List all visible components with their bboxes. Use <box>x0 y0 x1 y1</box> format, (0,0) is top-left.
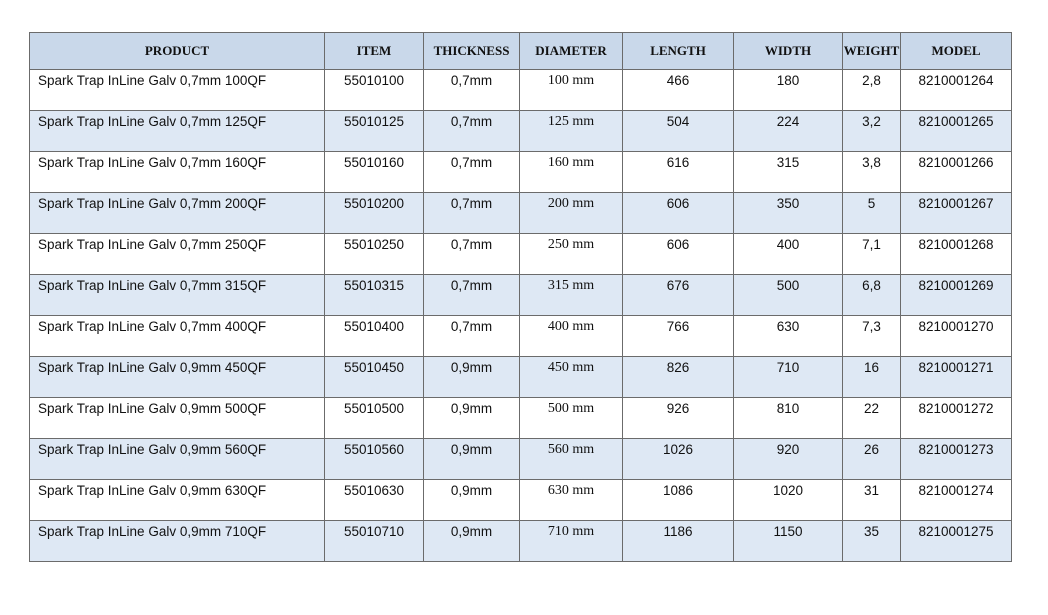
item-cell-text: 55010250 <box>344 237 405 252</box>
width-cell <box>734 439 843 480</box>
thickness-cell-text: 0,9mm <box>450 401 493 416</box>
product-cell <box>30 152 325 193</box>
table-row <box>30 275 1012 316</box>
model-cell-text: 8210001271 <box>918 360 994 375</box>
product-cell-text: Spark Trap InLine Galv 0,9mm 450QF <box>38 360 267 375</box>
item-cell <box>325 111 424 152</box>
table-row <box>30 521 1012 562</box>
product-cell <box>30 480 325 521</box>
diameter-cell-text: 630 mm <box>547 483 595 498</box>
table-row <box>30 398 1012 439</box>
diameter-cell <box>520 234 623 275</box>
thickness-cell-text: 0,9mm <box>450 442 493 457</box>
model-cell <box>901 357 1012 398</box>
table-row <box>30 439 1012 480</box>
width-cell-text: 500 <box>776 278 800 293</box>
item-cell <box>325 357 424 398</box>
product-cell <box>30 521 325 562</box>
length-cell-text: 826 <box>666 360 690 375</box>
model-cell-text: 8210001272 <box>918 401 994 416</box>
thickness-cell <box>424 521 520 562</box>
diameter-cell-text: 450 mm <box>547 360 595 375</box>
weight-cell <box>843 111 901 152</box>
table-row <box>30 357 1012 398</box>
thickness-cell <box>424 316 520 357</box>
width-cell <box>734 193 843 234</box>
product-cell <box>30 439 325 480</box>
product-cell-text: Spark Trap InLine Galv 0,7mm 160QF <box>38 155 267 170</box>
model-cell-text: 8210001264 <box>918 73 994 88</box>
diameter-cell-text: 710 mm <box>547 524 595 539</box>
diameter-cell <box>520 275 623 316</box>
table-row <box>30 70 1012 111</box>
product-cell-text: Spark Trap InLine Galv 0,7mm 315QF <box>38 278 267 293</box>
model-cell-text: 8210001274 <box>918 483 994 498</box>
thickness-cell <box>424 480 520 521</box>
thickness-cell <box>424 234 520 275</box>
thickness-cell <box>424 275 520 316</box>
width-cell <box>734 521 843 562</box>
thickness-cell-text: 0,7mm <box>450 73 493 88</box>
model-cell-text: 8210001275 <box>918 524 994 539</box>
diameter-cell-text: 400 mm <box>547 319 595 334</box>
weight-cell-text: 35 <box>863 524 880 539</box>
header-thickness: THICKNESS <box>424 33 520 70</box>
thickness-cell-text: 0,7mm <box>450 237 493 252</box>
item-cell <box>325 398 424 439</box>
length-cell-text: 616 <box>666 155 690 170</box>
length-cell <box>623 70 734 111</box>
weight-cell <box>843 439 901 480</box>
item-cell <box>325 152 424 193</box>
width-cell-text: 1020 <box>772 483 804 498</box>
item-cell-text: 55010500 <box>344 401 405 416</box>
model-cell <box>901 439 1012 480</box>
weight-cell <box>843 193 901 234</box>
diameter-cell <box>520 521 623 562</box>
diameter-cell-text: 500 mm <box>547 401 595 416</box>
length-cell <box>623 480 734 521</box>
thickness-cell <box>424 152 520 193</box>
product-cell <box>30 193 325 234</box>
weight-cell-text: 7,1 <box>862 237 881 252</box>
length-cell-text: 606 <box>666 237 690 252</box>
product-cell <box>30 111 325 152</box>
width-cell-text: 920 <box>776 442 800 457</box>
weight-cell-text: 2,8 <box>862 73 881 88</box>
model-cell-text: 8210001268 <box>918 237 994 252</box>
item-cell-text: 55010400 <box>344 319 405 334</box>
diameter-cell <box>520 357 623 398</box>
product-cell <box>30 275 325 316</box>
length-cell <box>623 357 734 398</box>
product-cell-text: Spark Trap InLine Galv 0,9mm 560QF <box>38 442 267 457</box>
table-row <box>30 234 1012 275</box>
thickness-cell <box>424 70 520 111</box>
diameter-cell <box>520 111 623 152</box>
model-cell <box>901 521 1012 562</box>
item-cell-text: 55010710 <box>344 524 405 539</box>
weight-cell <box>843 398 901 439</box>
model-cell <box>901 480 1012 521</box>
diameter-cell <box>520 316 623 357</box>
weight-cell <box>843 316 901 357</box>
thickness-cell <box>424 439 520 480</box>
length-cell-text: 504 <box>666 114 690 129</box>
model-cell <box>901 234 1012 275</box>
product-cell-text: Spark Trap InLine Galv 0,7mm 250QF <box>38 237 267 252</box>
length-cell-text: 676 <box>666 278 690 293</box>
thickness-cell-text: 0,9mm <box>450 524 493 539</box>
model-cell-text: 8210001266 <box>918 155 994 170</box>
model-cell-text: 8210001273 <box>918 442 994 457</box>
weight-cell-text: 6,8 <box>862 278 881 293</box>
product-cell-text: Spark Trap InLine Galv 0,9mm 630QF <box>38 483 267 498</box>
diameter-cell-text: 560 mm <box>547 442 595 457</box>
product-cell <box>30 316 325 357</box>
width-cell-text: 630 <box>776 319 800 334</box>
model-cell <box>901 193 1012 234</box>
length-cell <box>623 111 734 152</box>
product-cell <box>30 234 325 275</box>
length-cell-text: 1186 <box>663 524 693 539</box>
diameter-cell-text: 315 mm <box>547 278 595 293</box>
product-cell <box>30 398 325 439</box>
diameter-cell <box>520 152 623 193</box>
weight-cell <box>843 357 901 398</box>
model-cell <box>901 70 1012 111</box>
diameter-cell-text: 100 mm <box>547 73 595 88</box>
weight-cell <box>843 152 901 193</box>
width-cell-text: 1150 <box>773 524 803 539</box>
weight-cell-text: 3,2 <box>862 114 881 129</box>
thickness-cell <box>424 357 520 398</box>
thickness-cell-text: 0,7mm <box>450 319 493 334</box>
diameter-cell <box>520 398 623 439</box>
width-cell-text: 224 <box>776 114 800 129</box>
table-row <box>30 152 1012 193</box>
diameter-cell-text: 160 mm <box>547 155 595 170</box>
weight-cell-text: 26 <box>863 442 880 457</box>
length-cell-text: 1086 <box>662 483 694 498</box>
diameter-cell-text: 125 mm <box>547 114 595 129</box>
width-cell <box>734 70 843 111</box>
header-item: ITEM <box>325 33 424 70</box>
width-cell <box>734 152 843 193</box>
product-cell-text: Spark Trap InLine Galv 0,7mm 100QF <box>38 73 267 88</box>
product-cell-text: Spark Trap InLine Galv 0,7mm 125QF <box>38 114 267 129</box>
thickness-cell-text: 0,7mm <box>450 155 493 170</box>
table-row <box>30 480 1012 521</box>
item-cell <box>325 70 424 111</box>
length-cell <box>623 193 734 234</box>
width-cell-text: 180 <box>776 73 800 88</box>
model-cell <box>901 316 1012 357</box>
product-cell <box>30 70 325 111</box>
diameter-cell <box>520 439 623 480</box>
width-cell <box>734 357 843 398</box>
item-cell <box>325 234 424 275</box>
width-cell <box>734 234 843 275</box>
length-cell-text: 766 <box>666 319 690 334</box>
item-cell-text: 55010560 <box>344 442 405 457</box>
thickness-cell-text: 0,7mm <box>450 114 493 129</box>
thickness-cell-text: 0,9mm <box>450 360 493 375</box>
weight-cell-text: 16 <box>863 360 880 375</box>
model-cell-text: 8210001267 <box>918 196 994 211</box>
thickness-cell <box>424 398 520 439</box>
weight-cell-text: 3,8 <box>862 155 881 170</box>
thickness-cell-text: 0,7mm <box>450 278 493 293</box>
item-cell <box>325 521 424 562</box>
diameter-cell <box>520 480 623 521</box>
thickness-cell <box>424 111 520 152</box>
weight-cell-text: 31 <box>863 483 880 498</box>
header-length: LENGTH <box>623 33 734 70</box>
width-cell-text: 810 <box>776 401 800 416</box>
product-table-container <box>29 32 1011 562</box>
width-cell-text: 400 <box>776 237 800 252</box>
table-row <box>30 193 1012 234</box>
weight-cell-text: 7,3 <box>862 319 881 334</box>
table-body <box>30 70 1012 562</box>
header-row <box>30 33 1012 70</box>
item-cell <box>325 193 424 234</box>
width-cell <box>734 275 843 316</box>
thickness-cell-text: 0,7mm <box>450 196 493 211</box>
length-cell-text: 606 <box>666 196 690 211</box>
product-cell <box>30 357 325 398</box>
model-cell-text: 8210001269 <box>918 278 994 293</box>
length-cell <box>623 152 734 193</box>
table-row <box>30 316 1012 357</box>
product-spec-table <box>29 32 1012 562</box>
thickness-cell-text: 0,9mm <box>450 483 493 498</box>
product-cell-text: Spark Trap InLine Galv 0,7mm 200QF <box>38 196 267 211</box>
diameter-cell <box>520 193 623 234</box>
item-cell-text: 55010200 <box>344 196 405 211</box>
width-cell <box>734 316 843 357</box>
product-cell-text: Spark Trap InLine Galv 0,9mm 710QF <box>38 524 267 539</box>
item-cell-text: 55010100 <box>344 73 405 88</box>
header-model: MODEL <box>901 33 1012 70</box>
length-cell-text: 466 <box>666 73 690 88</box>
item-cell-text: 55010630 <box>344 483 405 498</box>
length-cell <box>623 234 734 275</box>
model-cell-text: 8210001270 <box>918 319 994 334</box>
model-cell-text: 8210001265 <box>918 114 994 129</box>
width-cell-text: 315 <box>776 155 800 170</box>
table-row <box>30 111 1012 152</box>
item-cell-text: 55010450 <box>344 360 405 375</box>
item-cell <box>325 275 424 316</box>
header-weight: WEIGHT <box>843 33 901 70</box>
product-cell-text: Spark Trap InLine Galv 0,9mm 500QF <box>38 401 267 416</box>
width-cell <box>734 398 843 439</box>
length-cell-text: 1026 <box>662 442 694 457</box>
diameter-cell-text: 250 mm <box>547 237 595 252</box>
table-header <box>30 33 1012 70</box>
weight-cell <box>843 275 901 316</box>
product-cell-text: Spark Trap InLine Galv 0,7mm 400QF <box>38 319 267 334</box>
weight-cell-text: 5 <box>867 196 876 211</box>
header-diameter: DIAMETER <box>520 33 623 70</box>
thickness-cell <box>424 193 520 234</box>
length-cell <box>623 398 734 439</box>
weight-cell <box>843 521 901 562</box>
model-cell <box>901 275 1012 316</box>
item-cell-text: 55010315 <box>344 278 405 293</box>
diameter-cell <box>520 70 623 111</box>
item-cell <box>325 480 424 521</box>
length-cell <box>623 521 734 562</box>
length-cell <box>623 316 734 357</box>
item-cell <box>325 439 424 480</box>
width-cell <box>734 111 843 152</box>
weight-cell <box>843 234 901 275</box>
width-cell <box>734 480 843 521</box>
diameter-cell-text: 200 mm <box>547 196 595 211</box>
model-cell <box>901 111 1012 152</box>
width-cell-text: 710 <box>776 360 800 375</box>
length-cell-text: 926 <box>666 401 690 416</box>
model-cell <box>901 398 1012 439</box>
header-product: PRODUCT <box>30 33 325 70</box>
weight-cell <box>843 480 901 521</box>
weight-cell-text: 22 <box>863 401 880 416</box>
length-cell <box>623 275 734 316</box>
item-cell <box>325 316 424 357</box>
weight-cell <box>843 70 901 111</box>
width-cell-text: 350 <box>776 196 800 211</box>
item-cell-text: 55010160 <box>344 155 405 170</box>
header-width: WIDTH <box>734 33 843 70</box>
model-cell <box>901 152 1012 193</box>
length-cell <box>623 439 734 480</box>
item-cell-text: 55010125 <box>344 114 405 129</box>
